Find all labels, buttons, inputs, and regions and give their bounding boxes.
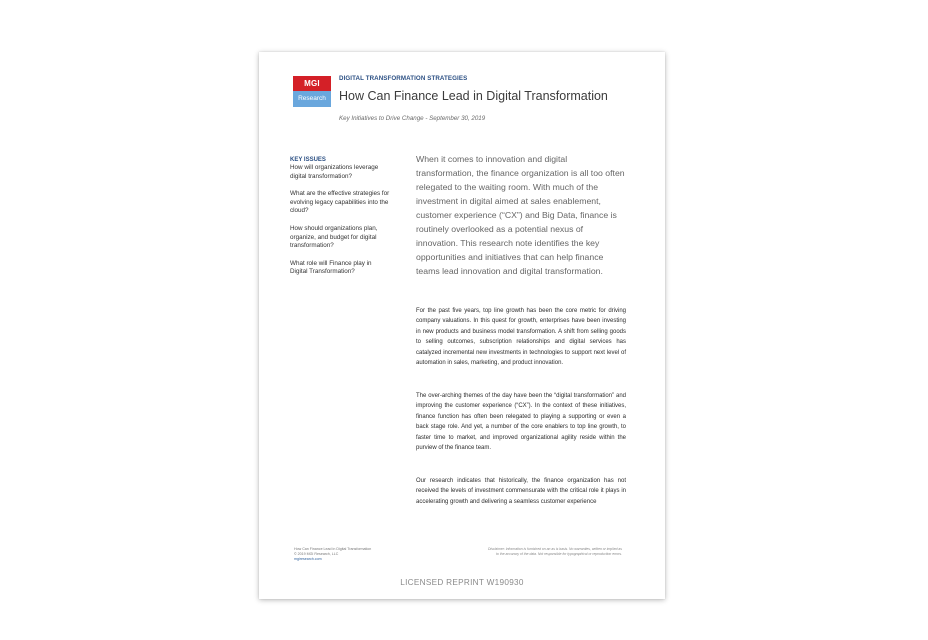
mgi-research-logo xyxy=(293,76,331,107)
body-paragraph: Our research indicates that historically, the finance organization has not received the levels of investment commensurate with the critical role it plays in accelerating growth and delivering a seamless customer experience xyxy=(416,478,626,505)
key-issue-item: What role will Finance play in Digital Transformation? xyxy=(290,259,372,276)
document-page xyxy=(259,52,665,599)
lead-paragraph: When it comes to innovation and digital transformation, the finance organization is all too often relegated to the waiting room. With much of the investment in digital aimed at sales enablement, customer experience (“CX”) and Big Data, finance is routinely overlooked as a potential nexus of innovation. This research note identifies the key opportunities and initiatives that can help finance teams lead innovation and digital transformation. xyxy=(416,154,625,276)
logo-research-text: Research xyxy=(293,91,331,107)
key-issue-item: How will organizations leverage digital transformation? xyxy=(290,164,379,180)
footer-copyright: © 2019 MGI Research, LLC xyxy=(294,552,339,556)
section-kicker: DIGITAL TRANSFORMATION STRATEGIES xyxy=(339,75,468,82)
document-title: How Can Finance Lead in Digital Transformation xyxy=(339,89,608,103)
footer-disclaimer: Disclaimer: Information is furnished on an as is basis. No warranties, written or implied as to the accuracy of the data. Not responsible for typographical or reproduction errors. xyxy=(488,547,622,556)
body-paragraph: For the past five years, top line growth has been the core metric for driving company valuations. In this quest for growth, enterprises have been investing in new products and business model transformation. A shift from selling goods to selling outcomes, subscription relationships and digital services has catalyzed incremental new investments in technologies to support next level of automation in sales, marketing, and product innovation. xyxy=(416,308,626,367)
footer-left xyxy=(294,547,371,562)
body-paragraph: The over-arching themes of the day have been the “digital transformation” and improving the customer experience (“CX”). In the context of these initiatives, finance function has often been relegated to playing a supporting or even a back stage role. And yet, a number of the core enablers to top line growth, to faster time to market, and improved organizational agility reside within the purview of the finance team. xyxy=(416,393,626,452)
footer-title: How Can Finance Lead in Digital Transformation xyxy=(294,547,372,551)
footer-website-link[interactable]: mgiresearch.com xyxy=(294,557,322,561)
key-issue-item: What are the effective strategies for evolving legacy capabilities into the cloud? xyxy=(290,190,390,215)
key-issues-heading: KEY ISSUES xyxy=(290,157,326,163)
licensed-reprint-label: LICENSED REPRINT W190930 xyxy=(400,578,524,587)
key-issue-item: How should organizations plan, organize, and budget for digital transformation? xyxy=(290,224,378,250)
logo-mgi-text: MGI xyxy=(293,76,331,91)
key-issues-sidebar xyxy=(290,156,390,286)
document-subtitle: Key Initiatives to Drive Change - September 30, 2019 xyxy=(339,115,486,122)
